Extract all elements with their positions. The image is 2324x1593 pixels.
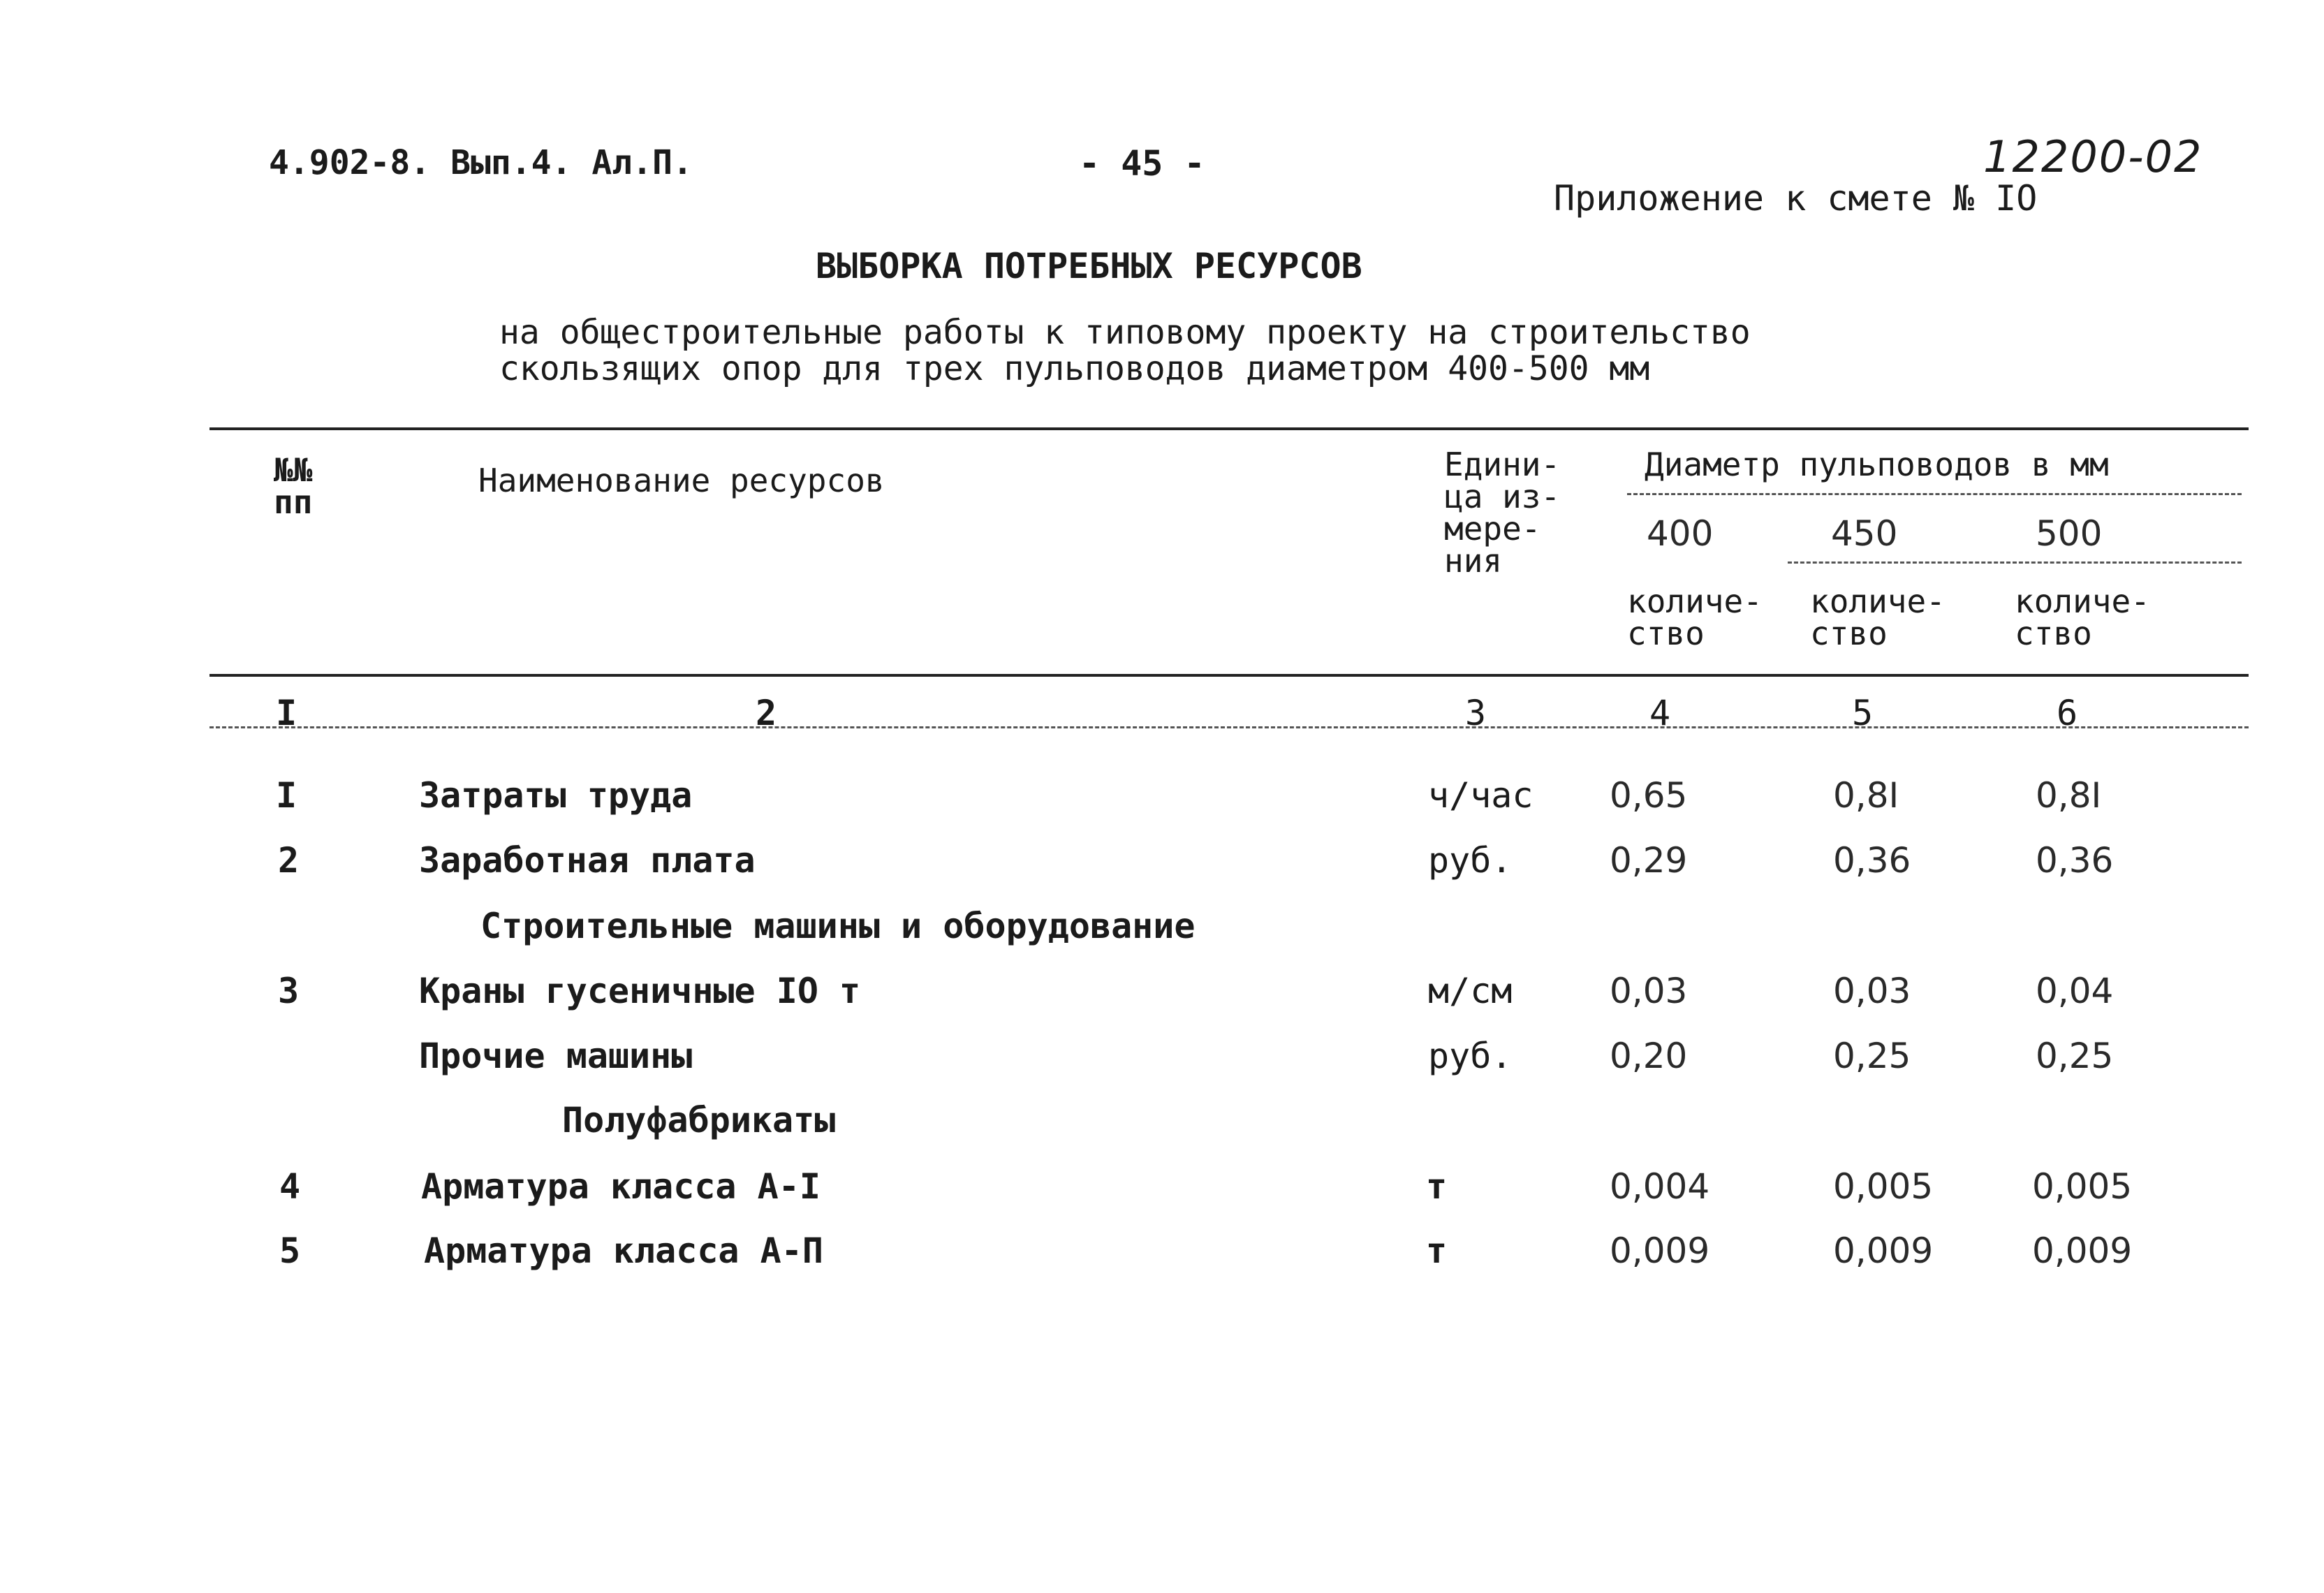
row-5-name: Арматура класса А-П: [424, 1231, 823, 1271]
row-4-value-450: 0,005: [1833, 1166, 1934, 1207]
subtitle-line-2: скользящих опор для трех пульповодов диаметром 400-500 мм: [499, 349, 1650, 388]
page-number: - 45 -: [1079, 143, 1205, 184]
row-other-machines-value-500: 0,25: [2036, 1036, 2114, 1076]
header-quantity-450: количе- ство: [1810, 582, 1946, 652]
row-1-value-450: 0,8I: [1833, 775, 1899, 816]
column-number-1: I: [276, 693, 297, 733]
row-2-value-500: 0,36: [2036, 840, 2114, 881]
header-resource-name: Наименование ресурсов: [478, 462, 885, 499]
diameter-values-rule: [1788, 561, 2242, 564]
row-5-unit: т: [1426, 1231, 1448, 1271]
header-diameter-450: 450: [1831, 513, 1898, 554]
row-4-name: Арматура класса А-I: [421, 1166, 821, 1207]
header-bottom-rule: [209, 674, 2249, 677]
row-2-value-450: 0,36: [1833, 840, 1911, 881]
table-top-rule: [209, 427, 2249, 430]
section-construction-machines: Строительные машины и оборудование: [480, 906, 1196, 946]
header-num: №№ пп: [274, 451, 313, 521]
row-2-name: Заработная плата: [419, 840, 756, 881]
row-3-unit: м/см: [1428, 971, 1513, 1011]
row-3-value-450: 0,03: [1833, 971, 1911, 1011]
column-numbers-rule: [209, 726, 2249, 728]
header-unit: Едини- ца из- мере- ния: [1444, 446, 1561, 580]
header-quantity-400: количе- ство: [1627, 582, 1763, 652]
row-3-value-400: 0,03: [1610, 971, 1688, 1011]
row-1-value-500: 0,8I: [2036, 775, 2102, 816]
row-other-machines-value-400: 0,20: [1610, 1036, 1688, 1076]
row-1-unit: ч/час: [1428, 775, 1534, 816]
row-other-machines-name: Прочие машины: [419, 1036, 693, 1076]
column-number-4: 4: [1649, 693, 1671, 733]
row-2-num: 2: [278, 840, 300, 881]
row-4-num: 4: [279, 1166, 301, 1207]
row-4-value-500: 0,005: [2032, 1166, 2133, 1207]
diameter-group-rule: [1627, 493, 2242, 495]
registration-number: 12200-02: [1983, 131, 2203, 182]
section-semi-finished: Полуфабрикаты: [562, 1100, 836, 1140]
header-diameter-500: 500: [2036, 513, 2103, 554]
column-number-2: 2: [756, 693, 777, 733]
row-3-num: 3: [278, 971, 300, 1011]
header-diameter-group: Диаметр пульповодов в мм: [1645, 446, 2109, 483]
row-3-name: Краны гусеничные IO т: [419, 971, 861, 1011]
row-1-name: Затраты труда: [419, 775, 693, 816]
row-5-value-400: 0,009: [1610, 1231, 1710, 1271]
row-3-value-500: 0,04: [2036, 971, 2114, 1011]
document-code: 4.902-8. Вып.4. Ал.П.: [269, 143, 693, 182]
row-4-unit: т: [1426, 1166, 1448, 1207]
header-diameter-400: 400: [1647, 513, 1714, 554]
appendix-label: Приложение к смете № IO: [1554, 178, 2038, 219]
row-2-value-400: 0,29: [1610, 840, 1688, 881]
row-1-value-400: 0,65: [1610, 775, 1688, 816]
row-5-value-500: 0,009: [2032, 1231, 2133, 1271]
row-5-num: 5: [279, 1231, 301, 1271]
row-2-unit: руб.: [1428, 840, 1513, 881]
subtitle-line-1: на общестроительные работы к типовому проекту на строительство: [499, 313, 1751, 352]
column-number-6: 6: [2057, 693, 2078, 733]
row-4-value-400: 0,004: [1610, 1166, 1710, 1207]
row-1-num: I: [276, 775, 297, 816]
column-number-3: 3: [1465, 693, 1487, 733]
document-title: ВЫБОРКА ПОТРЕБНЫХ РЕСУРСОВ: [816, 246, 1362, 286]
column-number-5: 5: [1852, 693, 1874, 733]
row-other-machines-value-450: 0,25: [1833, 1036, 1911, 1076]
header-quantity-500: количе- ство: [2015, 582, 2150, 652]
row-5-value-450: 0,009: [1833, 1231, 1934, 1271]
row-other-machines-unit: руб.: [1428, 1036, 1513, 1076]
